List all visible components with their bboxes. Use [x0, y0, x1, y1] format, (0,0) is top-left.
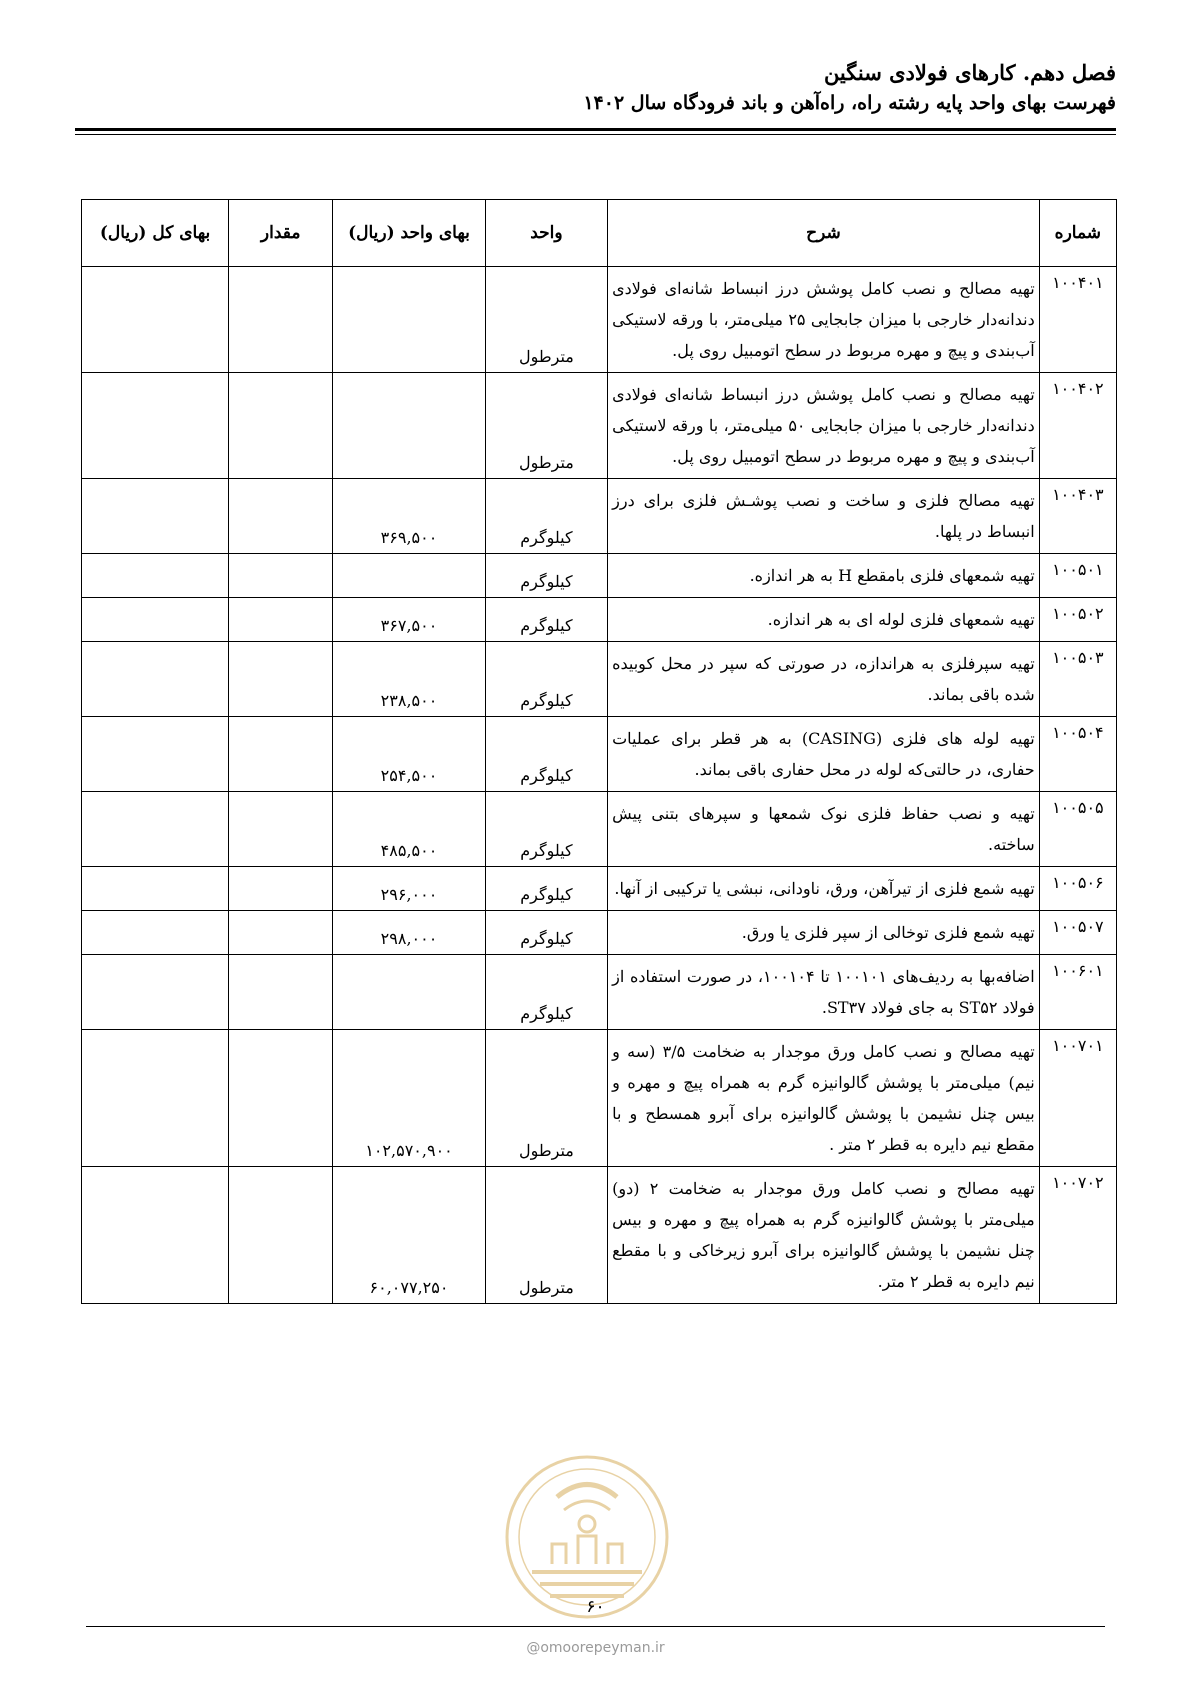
table-row — [82, 598, 1117, 642]
column-header-quantity: مقدار — [229, 200, 333, 267]
item-unit: مترطول — [485, 1167, 607, 1304]
item-total-price — [82, 373, 229, 479]
item-number: ۱۰۰۵۰۵ — [1039, 792, 1116, 867]
item-unit-price: ۲۵۴,۵۰۰ — [333, 717, 485, 792]
item-quantity — [229, 598, 333, 642]
item-quantity — [229, 911, 333, 955]
item-description: تهیه سپرفلزی به هراندازه، در صورتی که سپر در محل کوبیده شده باقی بماند. — [608, 642, 1040, 717]
item-total-price — [82, 717, 229, 792]
item-description: تهیه شمع فلزی از تیرآهن، ورق، ناودانی، نبشی یا ترکیبی از آنها. — [608, 867, 1040, 911]
item-unit-price: ۱۰۲,۵۷۰,۹۰۰ — [333, 1030, 485, 1167]
item-quantity — [229, 955, 333, 1030]
item-unit: کیلوگرم — [485, 911, 607, 955]
item-total-price — [82, 867, 229, 911]
item-description: تهیه شمعهای فلزی لوله ای به هر اندازه. — [608, 598, 1040, 642]
item-unit: کیلوگرم — [485, 717, 607, 792]
table-header-row — [82, 200, 1117, 267]
item-unit-price: ۴۸۵,۵۰۰ — [333, 792, 485, 867]
item-unit-price — [333, 373, 485, 479]
table-row — [82, 911, 1117, 955]
item-quantity — [229, 554, 333, 598]
item-total-price — [82, 955, 229, 1030]
item-unit-price: ۳۶۹,۵۰۰ — [333, 479, 485, 554]
item-total-price — [82, 267, 229, 373]
table-row — [82, 642, 1117, 717]
item-unit: کیلوگرم — [485, 792, 607, 867]
item-unit-price: ۲۹۸,۰۰۰ — [333, 911, 485, 955]
item-quantity — [229, 1030, 333, 1167]
chapter-title: فصل دهم. کارهای فولادی سنگین — [823, 60, 1116, 85]
table-row — [82, 479, 1117, 554]
header-divider-thin — [75, 134, 1116, 135]
footer-website: @omoorepeyman.ir — [526, 1640, 665, 1656]
item-unit: کیلوگرم — [485, 642, 607, 717]
item-unit-price: ۲۹۶,۰۰۰ — [333, 867, 485, 911]
item-description: تهیه شمعهای فلزی بامقطع H به هر اندازه. — [608, 554, 1040, 598]
header-divider-thick — [75, 128, 1116, 131]
item-total-price — [82, 1167, 229, 1304]
item-number: ۱۰۰۵۰۲ — [1039, 598, 1116, 642]
column-header-unit: واحد — [485, 200, 607, 267]
table-row — [82, 1167, 1117, 1304]
item-number: ۱۰۰۷۰۱ — [1039, 1030, 1116, 1167]
table-row — [82, 373, 1117, 479]
page-number: ۶۰ — [586, 1597, 605, 1617]
document-subtitle: فهرست بهای واحد پایه رشته راه، راه‌آهن و باند فرودگاه سال ۱۴۰۲ — [583, 92, 1116, 114]
item-unit: کیلوگرم — [485, 479, 607, 554]
table-row — [82, 867, 1117, 911]
item-unit: مترطول — [485, 373, 607, 479]
item-quantity — [229, 1167, 333, 1304]
item-unit-price — [333, 955, 485, 1030]
item-description: تهیه مصالح فلزی و ساخت و نصب پوشـش فلزی برای درز انبساط در پلها. — [608, 479, 1040, 554]
footer-divider — [86, 1626, 1105, 1627]
column-header-description: شرح — [608, 200, 1040, 267]
item-quantity — [229, 642, 333, 717]
item-unit-price: ۲۳۸,۵۰۰ — [333, 642, 485, 717]
item-total-price — [82, 1030, 229, 1167]
item-number: ۱۰۰۵۰۴ — [1039, 717, 1116, 792]
column-header-number: شماره — [1039, 200, 1116, 267]
item-number: ۱۰۰۶۰۱ — [1039, 955, 1116, 1030]
table-row — [82, 955, 1117, 1030]
table-row — [82, 554, 1117, 598]
item-total-price — [82, 911, 229, 955]
item-description: تهیه مصالح و نصب کامل پوشش درز انبساط شانه‌ای فولادی دندانه‌دار خارجی با میزان جابجایی ۵۰ میلی‌متر، با ورقه لاستیکی آب‌بندی و پیچ و مهره مربوط در سطح اتومبیل روی پل. — [608, 373, 1040, 479]
item-description: تهیه مصالح و نصب کامل ورق موجدار به ضخامت ۳/۵ (سه و نیم) میلی‌متر با پوشش گالوانیزه گرم به همراه پیچ و مهره و بیس چنل نشیمن با پوشش گالوانیزه برای آبرو همسطح و با مقطع نیم دایره به قطر ۲ متر . — [608, 1030, 1040, 1167]
table-row — [82, 792, 1117, 867]
item-quantity — [229, 792, 333, 867]
item-quantity — [229, 267, 333, 373]
item-quantity — [229, 717, 333, 792]
item-unit: کیلوگرم — [485, 955, 607, 1030]
price-list-table — [81, 199, 1117, 1304]
item-description: تهیه مصالح و نصب کامل پوشش درز انبساط شانه‌ای فولادی دندانه‌دار خارجی با میزان جابجایی ۲۵ میلی‌متر، با ورقه لاستیکی آب‌بندی و پیچ و مهره مربوط در سطح اتومبیل روی پل. — [608, 267, 1040, 373]
item-description: تهیه مصالح و نصب کامل ورق موجدار به ضخامت ۲ (دو) میلی‌متر با پوشش گالوانیزه گرم به همراه پیچ و مهره و بیس چنل نشیمن با پوشش گالوانیزه برای آبرو زیرخاکی و با مقطع نیم دایره به قطر ۲ متر. — [608, 1167, 1040, 1304]
item-number: ۱۰۰۴۰۳ — [1039, 479, 1116, 554]
column-header-total-price: بهای کل (ریال) — [82, 200, 229, 267]
item-total-price — [82, 642, 229, 717]
item-unit-price: ۳۶۷,۵۰۰ — [333, 598, 485, 642]
item-total-price — [82, 479, 229, 554]
item-unit: مترطول — [485, 267, 607, 373]
item-number: ۱۰۰۵۰۳ — [1039, 642, 1116, 717]
item-unit-price — [333, 267, 485, 373]
item-unit: کیلوگرم — [485, 867, 607, 911]
item-unit: کیلوگرم — [485, 598, 607, 642]
item-quantity — [229, 867, 333, 911]
item-description: تهیه شمع فلزی توخالی از سپر فلزی یا ورق. — [608, 911, 1040, 955]
item-number: ۱۰۰۴۰۱ — [1039, 267, 1116, 373]
item-unit: مترطول — [485, 1030, 607, 1167]
item-number: ۱۰۰۴۰۲ — [1039, 373, 1116, 479]
item-number: ۱۰۰۵۰۷ — [1039, 911, 1116, 955]
table-row — [82, 717, 1117, 792]
item-unit-price — [333, 554, 485, 598]
item-quantity — [229, 479, 333, 554]
item-number: ۱۰۰۷۰۲ — [1039, 1167, 1116, 1304]
column-header-unit-price: بهای واحد (ریال) — [333, 200, 485, 267]
table-row — [82, 267, 1117, 373]
page-header — [75, 58, 1116, 118]
item-number: ۱۰۰۵۰۶ — [1039, 867, 1116, 911]
item-unit-price: ۶۰,۰۷۷,۲۵۰ — [333, 1167, 485, 1304]
item-description: تهیه و نصب حفاظ فلزی نوک شمعها و سپرهای بتنی پیش ساخته. — [608, 792, 1040, 867]
item-unit: کیلوگرم — [485, 554, 607, 598]
item-total-price — [82, 792, 229, 867]
item-number: ۱۰۰۵۰۱ — [1039, 554, 1116, 598]
item-total-price — [82, 598, 229, 642]
item-quantity — [229, 373, 333, 479]
item-description: تهیه لوله های فلزی (CASING) به هر قطر برای عملیات حفاری، در حالتی‌که لوله در محل حفاری باقی بماند. — [608, 717, 1040, 792]
item-total-price — [82, 554, 229, 598]
item-description: اضافه‌بها به ردیف‌های ۱۰۰۱۰۱ تا ۱۰۰۱۰۴، در صورت استفاده از فولاد ST۵۲ به جای فولاد ST۳۷. — [608, 955, 1040, 1030]
table-row — [82, 1030, 1117, 1167]
